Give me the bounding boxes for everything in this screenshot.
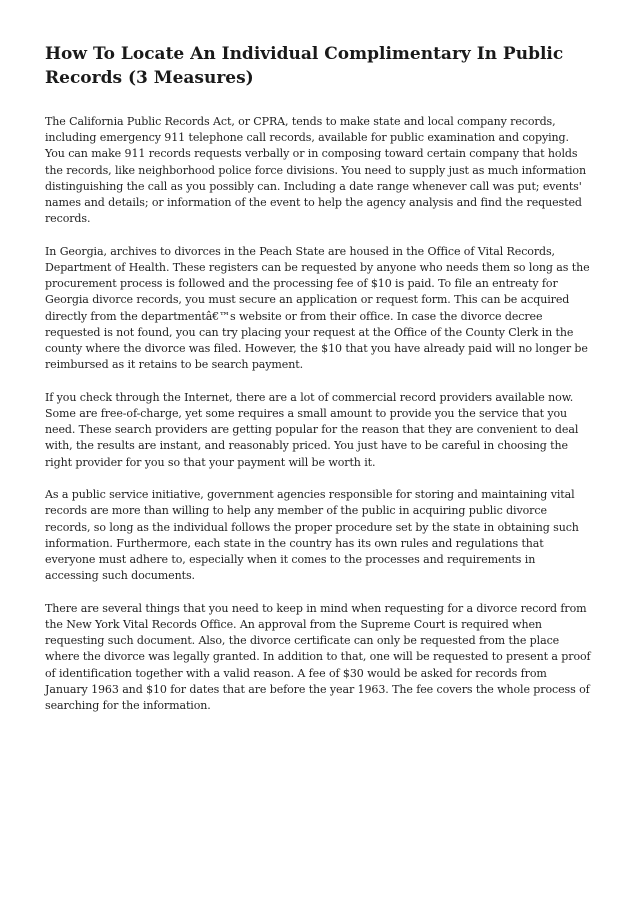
paragraph-4: As a public service initiative, government agencies responsible for storing and maintaining vital records are more than willing to help any member of the public in acquiring public divorce records, so long as the individual follows the proper procedure set by the state in obtaining such information. Furthermore, each state in the country has its own rules and regulations that everyone must adhere to, especially when it comes to the processes and requirements in accessing such documents.	[45, 488, 579, 583]
paragraph-1: The California Public Records Act, or CPRA, tends to make state and local company records, including emergency 911 telephone call records, available for public examination and copying. You can make 911 records requests verbally or in composing toward certain company that holds the records, like neighborhood police force divisions. You need to supply just as much information distinguishing the call as you possibly can. Including a date range whenever call was put; events' names and details; or information of the event to help the agency analysis and find the requested records.	[45, 115, 586, 226]
paragraph-3: If you check through the Internet, there are a lot of commercial record providers available now. Some are free-of-charge, yet some requires a small amount to provide you the service that you need. These search providers are getting popular for the reason that they are convenient to deal with, the results are instant, and reasonably priced. You just have to be careful in choosing the right provider for you so that your payment will be worth it.	[45, 390, 579, 469]
paragraph-5: There are several things that you need to keep in mind when requesting for a divorce record from the New York Vital Records Office. An approval from the Supreme Court is required when requesting such document. Also, the divorce certificate can only be requested from the place where the divorce was legally granted. In addition to that, one will be requested to present a proof of identification together with a valid reason. A fee of $30 would be asked for records from January 1963 and $10 for dates that are before the year 1963. The fee covers the whole process of searching for the information.	[45, 601, 591, 713]
document-title: How To Locate An Individual Complimentary In Public Records (3 Measures)	[45, 44, 564, 88]
paragraph-2: In Georgia, archives to divorces in the Peach State are housed in the Office of Vital Records, Department of Health. These registers can be requested by anyone who needs them so long as the procurement process is followed and the processing fee of $10 is paid. To file an entreaty for Georgia divorce records, you must secure an application or request form. This can be acquired directly from the departmentâ€™s website or from their office. In case the divorce decree requested is not found, you can try placing your request at the Office of the County Clerk in the county where the divorce was filed. However, the $10 that you have already paid will no longer be reimbursed as it retains to be search payment.	[45, 244, 590, 372]
